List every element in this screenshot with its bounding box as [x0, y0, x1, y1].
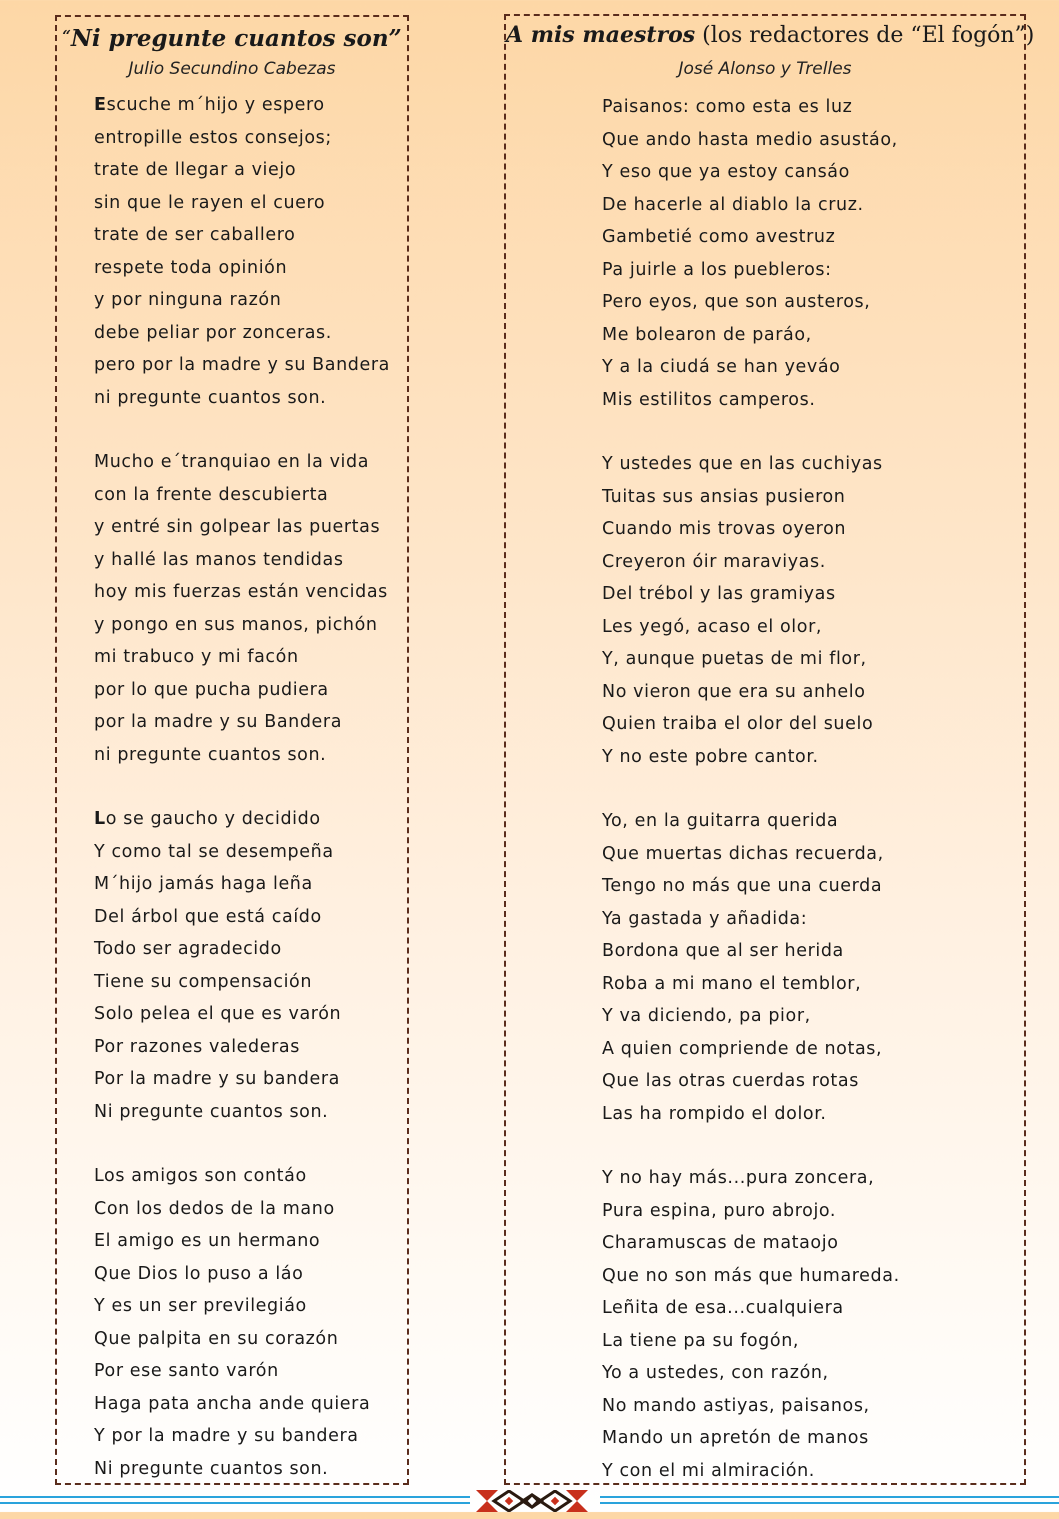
poem-line: Tengo no más que una cuerda	[602, 876, 883, 896]
poem-line: Del trébol y las gramiyas	[602, 584, 836, 604]
right-poem-body	[602, 91, 900, 1519]
poem-line: Que ando hasta medio asustáo,	[602, 129, 898, 150]
poem-line: trate de llegar a viejo	[94, 160, 297, 180]
poem-line: Por razones valederas	[94, 1036, 300, 1057]
left-poem-box	[55, 15, 409, 1485]
poem-line: Ni pregunte cuantos son.	[94, 1101, 329, 1122]
poem-line	[94, 89, 390, 122]
poem-line: Del árbol que está caído	[94, 906, 322, 927]
poem-line: Pero eyos, que son austeros,	[602, 292, 871, 312]
poem-line: Las ha rompido el dolor.	[602, 1103, 827, 1124]
footer-rule-left-1	[0, 1496, 470, 1498]
poem-line: Y a la ciudá se han yeváo	[602, 357, 841, 377]
poem-line: Y como tal se desempeña	[94, 841, 334, 862]
poem-line: Me bolearon de paráo,	[602, 324, 812, 345]
left-poem-title	[57, 25, 407, 52]
poem-line: Por la madre y su bandera	[94, 1069, 340, 1089]
poem-line: Mis estilitos camperos.	[602, 389, 816, 410]
poem-line: Yo a ustedes, con razón,	[602, 1363, 829, 1383]
poem-line: Todo ser agradecido	[94, 939, 282, 959]
poem-line: Por ese santo varón	[94, 1361, 279, 1381]
poem-line: Quien traiba el olor del suelo	[602, 714, 874, 734]
poem-line: Gambetié como avestruz	[602, 227, 836, 247]
poem-line: ni pregunte cuantos son.	[94, 387, 327, 408]
title-rest: (los redactores de “El fogón”)	[695, 23, 1035, 48]
poem-line: Pa juirle a los puebleros:	[602, 259, 832, 280]
poem-line: pero por la madre y su Bandera	[94, 355, 391, 375]
poem-line: M´hijo jamás haga leña	[94, 874, 313, 894]
poem-line: debe peliar por zonceras.	[94, 322, 332, 343]
poem-line: Haga pata ancha ande quiera	[94, 1393, 371, 1414]
stanza	[602, 1162, 900, 1487]
poem-line: y por ninguna razón	[94, 290, 282, 310]
poem-line: Y con el mi almiración.	[602, 1460, 815, 1481]
poem-line: y hallé las manos tendidas	[94, 549, 344, 570]
poem-line: mi trabuco y mi facón	[94, 647, 299, 667]
poem-line: Creyeron óir maraviyas.	[602, 551, 826, 572]
stanza	[94, 446, 390, 771]
poem-line: sin que le rayen el cuero	[94, 192, 326, 213]
poem-line: trate de ser caballero	[94, 225, 296, 245]
dropcap: E	[94, 95, 107, 115]
left-poem-author: Julio Secundino Cabezas	[128, 59, 336, 79]
poem-line: y entré sin golpear las puertas	[94, 517, 381, 537]
poem-line: entropille estos consejos;	[94, 127, 332, 148]
poem-line: Y va diciendo, pa pior,	[602, 1006, 811, 1026]
poem-line: con la frente descubierta	[94, 484, 329, 505]
poem-line: y pongo en sus manos, pichón	[94, 614, 378, 635]
ornament-icon	[476, 1490, 588, 1512]
poem-line: Ya gastada y añadida:	[602, 908, 808, 929]
poem-line: Tuitas sus ansias pusieron	[602, 486, 846, 507]
poem-line	[94, 803, 390, 836]
poem-line: Que las otras cuerdas rotas	[602, 1071, 859, 1091]
stanza	[94, 803, 390, 1128]
poem-line: Que no son más que humareda.	[602, 1265, 900, 1286]
poem-line: Cuando mis trovas oyeron	[602, 519, 847, 539]
poem-line: Paisanos: como esta es luz	[602, 97, 853, 117]
poem-line: Y, aunque puetas de mi flor,	[602, 649, 867, 669]
poem-line: Roba a mi mano el temblor,	[602, 973, 862, 994]
poem-line: Que palpita en su corazón	[94, 1328, 339, 1349]
poem-line: Tiene su compensación	[94, 971, 313, 992]
poem-line: Mando un apretón de manos	[602, 1428, 869, 1448]
poem-line: Ni pregunte cuantos son.	[94, 1458, 329, 1479]
poem-line: No vieron que era su anhelo	[602, 681, 866, 702]
left-poem-body	[94, 89, 390, 1517]
poem-line: La tiene pa su fogón,	[602, 1330, 800, 1351]
poem-line: ni pregunte cuantos son.	[94, 744, 327, 765]
footer-rule-right-1	[600, 1496, 1059, 1498]
poem-line: Que Dios lo puso a láo	[94, 1263, 304, 1284]
poem-line: Yo, en la guitarra querida	[602, 811, 839, 831]
poem-line: Y por la madre y su bandera	[94, 1426, 359, 1446]
poem-line: Mucho e´tranquiao en la vida	[94, 452, 370, 472]
stanza	[602, 448, 900, 773]
right-poem-author: José Alonso y Trelles	[678, 59, 852, 79]
stanza	[94, 1160, 390, 1485]
poem-line: Y eso que ya estoy cansáo	[602, 162, 850, 182]
right-poem-box	[504, 14, 1035, 1485]
poem-line: Los amigos son contáo	[94, 1166, 307, 1186]
title-text: Ni pregunte cuantos son”	[70, 25, 402, 52]
poem-line: Que muertas dichas recuerda,	[602, 843, 884, 864]
poem-line: respete toda opinión	[94, 257, 288, 278]
poem-line: El amigo es un hermano	[94, 1231, 321, 1251]
poem-line: por la madre y su Bandera	[94, 712, 343, 732]
poem-line: Les yegó, acaso el olor,	[602, 616, 823, 637]
poem-line: No mando astiyas, paisanos,	[602, 1395, 870, 1416]
poem-line: Y es un ser previlegiáo	[94, 1296, 307, 1316]
poem-line: por lo que pucha pudiera	[94, 679, 329, 700]
footer-rule-left-2	[0, 1502, 470, 1504]
poem-line: Con los dedos de la mano	[94, 1198, 335, 1219]
line-text: scuche m´hijo y espero	[106, 95, 325, 115]
poem-line: Bordona que al ser herida	[602, 941, 844, 961]
title-emphasis: A mis maestros	[506, 22, 696, 48]
poem-line: Charamuscas de mataojo	[602, 1233, 839, 1253]
poem-line: A quien compriende de notas,	[602, 1038, 883, 1059]
line-text: o se gaucho y decidido	[105, 809, 321, 829]
poem-line: Y no hay más...pura zoncera,	[602, 1168, 875, 1188]
poem-line: De hacerle al diablo la cruz.	[602, 194, 864, 215]
title-open-quote: “	[62, 27, 71, 45]
poem-line: Pura espina, puro abrojo.	[602, 1200, 837, 1221]
stanza	[602, 91, 900, 416]
poem-line: Y ustedes que en las cuchiyas	[602, 454, 883, 474]
stanza	[94, 89, 390, 414]
right-poem-title	[506, 22, 1035, 48]
poem-line: Y no este pobre cantor.	[602, 746, 819, 767]
poem-line: Leñita de esa...cualquiera	[602, 1298, 844, 1318]
poem-line: Solo pelea el que es varón	[94, 1004, 342, 1024]
dropcap: L	[94, 809, 106, 829]
poem-line: hoy mis fuerzas están vencidas	[94, 582, 388, 602]
stanza	[602, 805, 900, 1130]
footer-rule-right-2	[600, 1502, 1059, 1504]
